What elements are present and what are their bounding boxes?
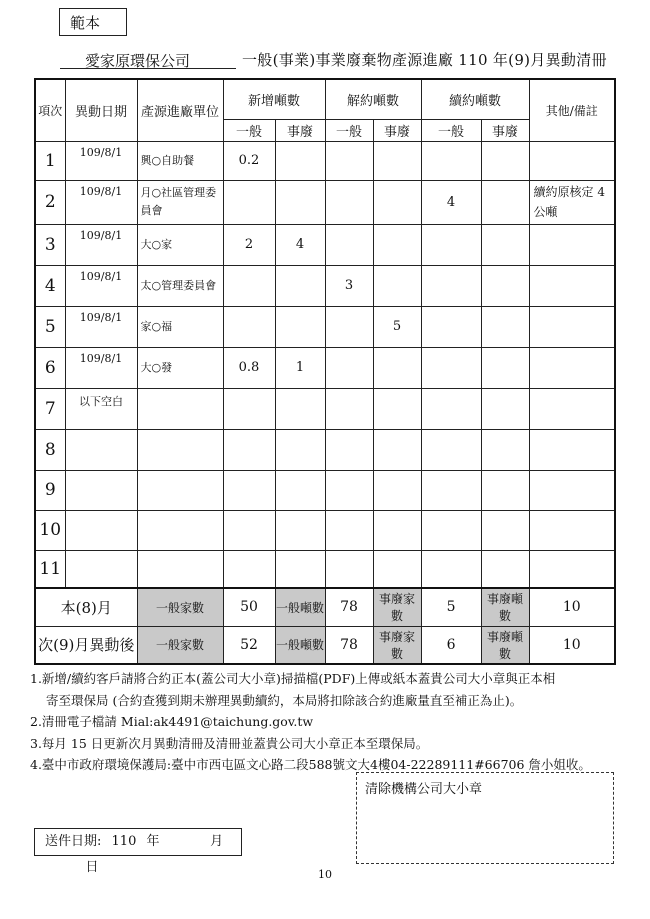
renew-general-cell bbox=[421, 550, 481, 588]
company-stamp-box bbox=[356, 772, 614, 864]
new-general-cell bbox=[223, 306, 275, 347]
new-general-cell: 0.2 bbox=[223, 141, 275, 180]
new-business-cell: 4 bbox=[275, 224, 325, 265]
cancel-business-cell bbox=[373, 388, 421, 429]
source-unit-cell bbox=[137, 550, 223, 588]
stamp-box-label: 清除機構公司大小章 bbox=[365, 782, 483, 797]
summary-row bbox=[35, 588, 615, 626]
new-business-cell bbox=[275, 180, 325, 224]
subheader-renew-business: 事廢 bbox=[481, 119, 529, 141]
source-unit-cell: 興○自助餐 bbox=[137, 141, 223, 180]
new-general-cell bbox=[223, 388, 275, 429]
note-4: 4.臺中市政府環境保護局:臺中市西屯區文心路二段588號文大4樓04-22289111#66706 詹小姐收。 bbox=[30, 757, 591, 772]
remark-cell bbox=[529, 224, 615, 265]
send-date-label: 送件日期: bbox=[45, 834, 102, 849]
change-date-cell bbox=[65, 429, 137, 470]
business-households-label: 事廢家數 bbox=[373, 588, 421, 626]
renew-business-cell bbox=[481, 306, 529, 347]
subheader-new-business: 事廢 bbox=[275, 119, 325, 141]
new-business-cell: 1 bbox=[275, 347, 325, 388]
note-1-continued: 寄至環保局 (合約查獲到期未辦理異動續約，本局將扣除該合約進廠量直至補正為止)。 bbox=[46, 692, 523, 708]
change-date-cell bbox=[65, 470, 137, 510]
cancel-business-cell bbox=[373, 470, 421, 510]
renew-business-cell bbox=[481, 510, 529, 550]
remark-cell: 續約原核定 4 公噸 bbox=[529, 180, 615, 224]
cancel-general-cell bbox=[325, 347, 373, 388]
table-row bbox=[35, 141, 615, 180]
remark-cell bbox=[529, 265, 615, 306]
row-number: 7 bbox=[35, 388, 65, 429]
cancel-business-cell bbox=[373, 347, 421, 388]
renew-general-cell bbox=[421, 347, 481, 388]
general-tons-value: 78 bbox=[325, 626, 373, 664]
subheader-renew-general: 一般 bbox=[421, 119, 481, 141]
note-1: 1.新增/續約客戶請將合約正本(蓋公司大小章)掃描檔(PDF)上傳或紙本蓋貴公司大小章與正本相 bbox=[30, 671, 556, 686]
note-2: 2.清冊電子檔請 Mial:ak4491@taichung.gov.tw bbox=[30, 714, 314, 729]
cancel-business-cell bbox=[373, 224, 421, 265]
cancel-general-cell bbox=[325, 510, 373, 550]
summary-label: 次(9)月異動後 bbox=[35, 626, 137, 664]
general-households-label: 一般家數 bbox=[137, 588, 223, 626]
summary-row bbox=[35, 626, 615, 664]
table-row bbox=[35, 347, 615, 388]
renew-business-cell bbox=[481, 180, 529, 224]
cancel-business-cell bbox=[373, 180, 421, 224]
general-households-label: 一般家數 bbox=[137, 626, 223, 664]
cancel-business-cell bbox=[373, 265, 421, 306]
cancel-general-cell bbox=[325, 429, 373, 470]
new-business-cell bbox=[275, 429, 325, 470]
company-name: 愛家原環保公司 bbox=[85, 52, 191, 70]
header-change-date: 異動日期 bbox=[65, 79, 137, 141]
cancel-general-cell bbox=[325, 180, 373, 224]
remark-cell bbox=[529, 510, 615, 550]
remark-cell bbox=[529, 550, 615, 588]
new-general-cell bbox=[223, 265, 275, 306]
row-number: 1 bbox=[35, 141, 65, 180]
send-date-day: 日 bbox=[85, 860, 99, 875]
business-tons-label: 事廢噸數 bbox=[481, 626, 529, 664]
new-business-cell bbox=[275, 141, 325, 180]
source-unit-cell: 月○社區管理委員會 bbox=[137, 180, 223, 224]
new-general-cell bbox=[223, 470, 275, 510]
general-households-value: 52 bbox=[223, 626, 275, 664]
source-unit-cell bbox=[137, 470, 223, 510]
renew-business-cell bbox=[481, 550, 529, 588]
table-row bbox=[35, 388, 615, 429]
new-business-cell bbox=[275, 306, 325, 347]
subheader-new-general: 一般 bbox=[223, 119, 275, 141]
row-number: 5 bbox=[35, 306, 65, 347]
business-tons-value: 10 bbox=[529, 588, 615, 626]
cancel-business-cell bbox=[373, 550, 421, 588]
renew-general-cell bbox=[421, 429, 481, 470]
table-row bbox=[35, 550, 615, 588]
renew-business-cell bbox=[481, 224, 529, 265]
remark-cell bbox=[529, 141, 615, 180]
renew-general-cell bbox=[421, 141, 481, 180]
source-unit-cell bbox=[137, 388, 223, 429]
remark-cell bbox=[529, 429, 615, 470]
new-business-cell bbox=[275, 550, 325, 588]
renew-business-cell bbox=[481, 470, 529, 510]
sample-label: 範本 bbox=[59, 8, 127, 36]
renew-general-cell bbox=[421, 265, 481, 306]
business-tons-value: 10 bbox=[529, 626, 615, 664]
row-number: 2 bbox=[35, 180, 65, 224]
change-date-cell: 109/8/1 bbox=[65, 180, 137, 224]
renew-business-cell bbox=[481, 429, 529, 470]
header-renew-tons: 續約噸數 bbox=[421, 79, 529, 119]
row-number: 11 bbox=[35, 550, 65, 588]
general-tons-label: 一般噸數 bbox=[275, 626, 325, 664]
header-source-unit: 產源進廠單位 bbox=[137, 79, 223, 141]
renew-general-cell: 4 bbox=[421, 180, 481, 224]
row-number: 4 bbox=[35, 265, 65, 306]
table-row bbox=[35, 224, 615, 265]
change-date-cell bbox=[65, 550, 137, 588]
cancel-business-cell bbox=[373, 429, 421, 470]
new-general-cell bbox=[223, 550, 275, 588]
subheader-cancel-business: 事廢 bbox=[373, 119, 421, 141]
source-unit-cell: 大○家 bbox=[137, 224, 223, 265]
cancel-general-cell bbox=[325, 224, 373, 265]
header-item-no: 項次 bbox=[35, 79, 65, 141]
cancel-general-cell bbox=[325, 550, 373, 588]
general-households-value: 50 bbox=[223, 588, 275, 626]
row-number: 3 bbox=[35, 224, 65, 265]
send-date-box bbox=[34, 828, 242, 875]
remark-cell bbox=[529, 470, 615, 510]
new-business-cell bbox=[275, 510, 325, 550]
source-unit-cell: 家○福 bbox=[137, 306, 223, 347]
change-list-table bbox=[34, 78, 616, 665]
renew-general-cell bbox=[421, 470, 481, 510]
table-row bbox=[35, 306, 615, 347]
row-number: 10 bbox=[35, 510, 65, 550]
general-tons-label: 一般噸數 bbox=[275, 588, 325, 626]
new-general-cell bbox=[223, 510, 275, 550]
row-number: 9 bbox=[35, 470, 65, 510]
change-date-cell: 109/8/1 bbox=[65, 141, 137, 180]
business-households-label: 事廢家數 bbox=[373, 626, 421, 664]
cancel-general-cell: 3 bbox=[325, 265, 373, 306]
source-unit-cell bbox=[137, 429, 223, 470]
table-row bbox=[35, 265, 615, 306]
change-date-cell: 109/8/1 bbox=[65, 306, 137, 347]
cancel-business-cell: 5 bbox=[373, 306, 421, 347]
business-tons-label: 事廢噸數 bbox=[481, 588, 529, 626]
cancel-business-cell bbox=[373, 510, 421, 550]
renew-general-cell bbox=[421, 306, 481, 347]
change-date-cell bbox=[65, 510, 137, 550]
new-business-cell bbox=[275, 470, 325, 510]
table-row bbox=[35, 510, 615, 550]
cancel-general-cell bbox=[325, 388, 373, 429]
source-unit-cell bbox=[137, 510, 223, 550]
change-date-cell: 109/8/1 bbox=[65, 347, 137, 388]
renew-business-cell bbox=[481, 265, 529, 306]
renew-business-cell bbox=[481, 347, 529, 388]
cancel-business-cell bbox=[373, 141, 421, 180]
list-title: 一般(事業)事業廢棄物產源進廠 110 年(9)月異動清冊 bbox=[242, 51, 607, 69]
cancel-general-cell bbox=[325, 306, 373, 347]
table-row bbox=[35, 180, 615, 224]
new-general-cell bbox=[223, 429, 275, 470]
subheader-cancel-general: 一般 bbox=[325, 119, 373, 141]
new-general-cell: 2 bbox=[223, 224, 275, 265]
send-date-month: 月 bbox=[210, 834, 224, 849]
renew-general-cell bbox=[421, 388, 481, 429]
row-number: 6 bbox=[35, 347, 65, 388]
renew-business-cell bbox=[481, 141, 529, 180]
send-date-year: 110 年 bbox=[111, 834, 160, 849]
new-business-cell bbox=[275, 388, 325, 429]
table-row bbox=[35, 429, 615, 470]
header-cancel-tons: 解約噸數 bbox=[325, 79, 421, 119]
new-business-cell bbox=[275, 265, 325, 306]
renew-general-cell bbox=[421, 510, 481, 550]
change-date-cell: 109/8/1 bbox=[65, 265, 137, 306]
cancel-general-cell bbox=[325, 141, 373, 180]
header-new-tons: 新增噸數 bbox=[223, 79, 325, 119]
source-unit-cell: 太○管理委員會 bbox=[137, 265, 223, 306]
note-3: 3.每月 15 日更新次月異動清冊及清冊並蓋貴公司大小章正本至環保局。 bbox=[30, 735, 429, 751]
remark-cell bbox=[529, 388, 615, 429]
cancel-general-cell bbox=[325, 470, 373, 510]
table-row bbox=[35, 470, 615, 510]
business-households-value: 5 bbox=[421, 588, 481, 626]
general-tons-value: 78 bbox=[325, 588, 373, 626]
page-number: 10 bbox=[318, 868, 332, 881]
change-date-cell: 以下空白 bbox=[65, 388, 137, 429]
row-number: 8 bbox=[35, 429, 65, 470]
source-unit-cell: 大○發 bbox=[137, 347, 223, 388]
summary-label: 本(8)月 bbox=[35, 588, 137, 626]
remark-cell bbox=[529, 306, 615, 347]
company-underline bbox=[60, 68, 236, 69]
new-general-cell bbox=[223, 180, 275, 224]
business-households-value: 6 bbox=[421, 626, 481, 664]
renew-business-cell bbox=[481, 388, 529, 429]
remark-cell bbox=[529, 347, 615, 388]
new-general-cell: 0.8 bbox=[223, 347, 275, 388]
renew-general-cell bbox=[421, 224, 481, 265]
change-date-cell: 109/8/1 bbox=[65, 224, 137, 265]
header-other-remarks: 其他/備註 bbox=[529, 79, 615, 141]
header-row bbox=[35, 79, 615, 119]
notes-section bbox=[30, 668, 630, 776]
